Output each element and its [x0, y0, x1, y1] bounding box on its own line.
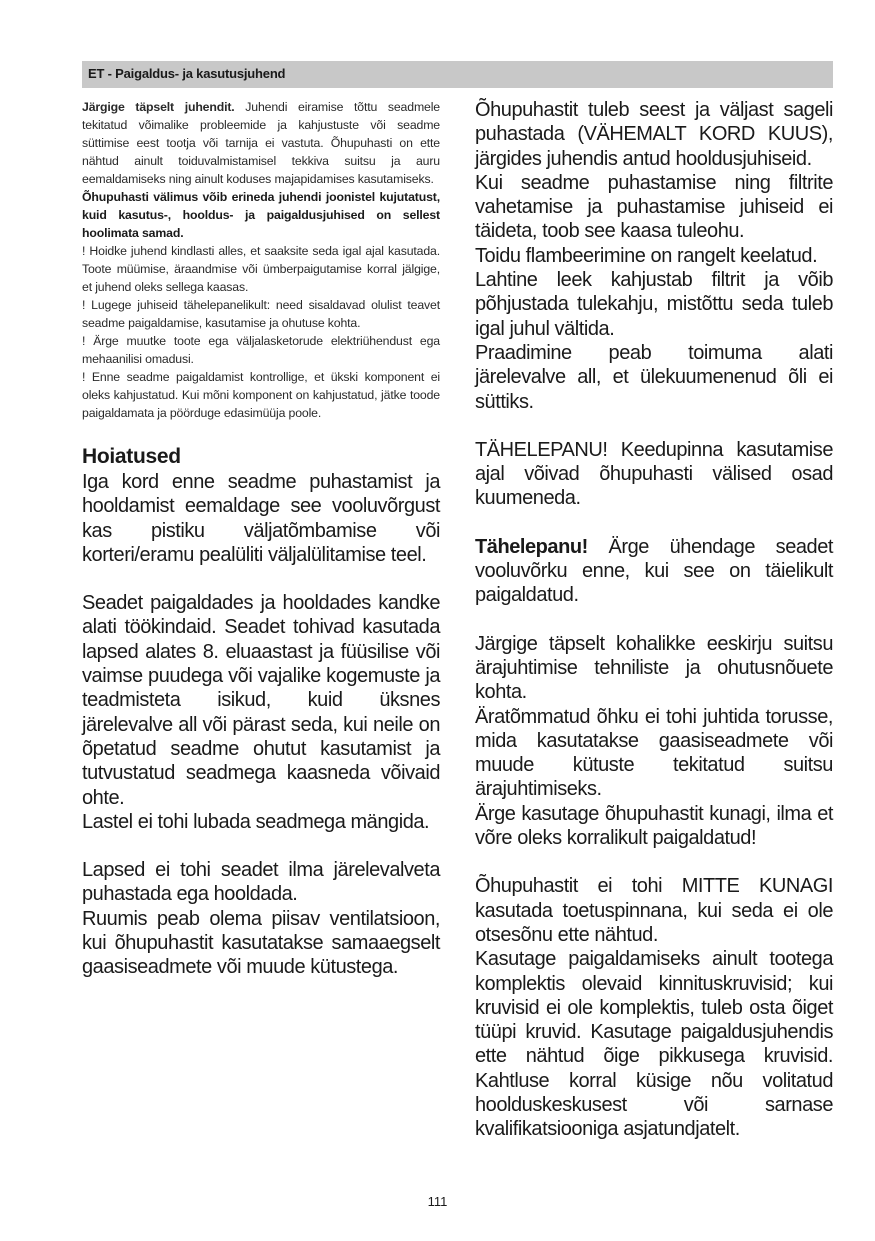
right-column — [475, 98, 833, 1142]
section-header — [82, 61, 833, 88]
right-paragraph-1: Õhupuhastit tuleb seest ja väljast sageli puhastada (VÄHEMALT KORD KUUS), järgides juhendis antud hooldusjuhiseid. — [475, 99, 833, 170]
warnings-heading: Hoiatused — [82, 445, 181, 468]
right-paragraph-3: Toidu flambeerimine on rangelt keelatud. — [475, 244, 818, 267]
intro-paragraph-1 — [82, 98, 440, 188]
right-paragraph-10: Ärge kasutage õhupuhastit kunagi, ilma et võre oleks korralikult paigaldatud! — [475, 802, 833, 850]
warning-paragraph-4: Lapsed ei tohi seadet ilma järelevalveta puhastada ega hooldada. — [82, 859, 440, 906]
intro-paragraph-2: Õhupuhasti välimus võib erineda juhendi joonistel kujutatust, kuid kasutus-, hooldus- ja paigaldusjuhised on sellest hoolimata samad. — [82, 190, 440, 240]
warning-paragraph-5: Ruumis peab olema piisav ventilatsioon, kui õhupuhastit kasutatakse samaaegselt gaasiseadmete või muude kütustega. — [82, 907, 440, 979]
right-paragraph-7 — [475, 535, 833, 608]
right-paragraph-12: Kasutage paigaldamiseks ainult tootega komplektis olevaid kinnituskruvisid; kui kruvisid ei ole komplektis, tuleb osta õiget tüüpi kruvid. Kasutage paigaldusjuhendis ette nähtud õige pikkusega kruvisid. Kahtluse korral küsige nõu volitatud hoolduskeskusest või sarnase kvalifikatsiooniga asjatundjatelt. — [475, 948, 833, 1141]
warnings-block — [82, 444, 440, 980]
intro-paragraph-3: ! Hoidke juhend kindlasti alles, et saaksite seda igal ajal kasutada. Toote müümise, äraandmise või ümberpaigutamise korral jälgige, et juhend oleks sellega kaasas. — [82, 244, 440, 294]
page-number: 111 — [427, 1194, 448, 1209]
right-paragraph-5: Praadimine peab toimuma alati järelevalve all, et ülekuumenenud õli ei süttiks. — [475, 341, 833, 413]
warning-paragraph-3: Lastel ei tohi lubada seadmega mängida. — [82, 810, 430, 833]
right-paragraph-2: Kui seadme puhastamise ning filtrite vahetamise ja puhastamise juhiseid ei täideta, toob see kaasa tuleohu. — [475, 171, 833, 243]
right-paragraph-8: Järgige täpselt kohalikke eeskirju suitsu ärajuhtimise tehniliste ja ohutusnõuete kohta. — [475, 632, 833, 704]
right-paragraph-4: Lahtine leek kahjustab filtrit ja võib põhjustada tulekahju, mistõttu seda tuleb igal juhul vältida. — [475, 269, 833, 340]
right-paragraph-6: TÄHELEPANU! Keedupinna kasutamise ajal võivad õhupuhasti välised osad kuumeneda. — [475, 438, 833, 510]
right-paragraph-7-text: Ärge ühendage seadet vooluvõrku enne, kui see on täielikult paigaldatud. — [475, 535, 833, 607]
right-paragraph-9: Äratõmmatud õhku ei tohi juhtida torusse, mida kasutatakse gaasiseadmete või muude kütuste tekitatud suitsu ärajuhtimiseks. — [475, 705, 833, 801]
right-paragraph-11: Õhupuhastit ei tohi MITTE KUNAGI kasutada toetuspinnana, kui seda ei ole otsesõnu ette nähtud. — [475, 875, 833, 946]
left-column — [82, 98, 440, 980]
intro-paragraph-4: ! Lugege juhiseid tähelepanelikult: need sisaldavad olulist teavet seadme paigaldamise, kasutamise ja ohutuse kohta. — [82, 298, 440, 330]
intro-paragraph-5: ! Ärge muutke toote ega väljalasketorude elektriühendust ega mehaanilisi omadusi. — [82, 334, 440, 366]
warning-paragraph-2: Seadet paigaldades ja hooldades kandke alati töökindaid. Seadet tohivad kasutada lapsed alates 8. eluaastast ja füüsilise või vaimse puudega või vajalike kogemuste ja teadmisteta isikud, kuid üksnes järelevalve all või pärast seda, kui neile on õpetatud seadme ohutut kasutamist ja tutvustatud seadmega kaasneda võivaid ohte. — [82, 592, 440, 809]
intro-paragraph-1-text: Juhendi eiramise tõttu seadmele tekitatud võimalike probleemide ja kahjustuste või seadme süttimise eest tootja või tarnija ei vastuta. Õhupuhasti on ette nähtud ainult toiduvalmistamisel tekkiva suitsu ja auru eemaldamiseks ning ainult koduses majapidamises kasutamiseks. — [82, 100, 440, 186]
intro-lead: Järgige täpselt juhendit. — [82, 100, 235, 114]
intro-paragraph-6: ! Enne seadme paigaldamist kontrollige, et ükski komponent ei oleks kahjustatud. Kui mõni komponent on kahjustatud, jätke toode paigaldamata ja pöörduge edasimüüja poole. — [82, 370, 440, 420]
attention-lead: Tähelepanu! — [475, 535, 588, 558]
section-header-title: ET - Paigaldus- ja kasutusjuhend — [88, 66, 286, 81]
warning-paragraph-1: Iga kord enne seadme puhastamist ja hooldamist eemaldage see vooluvõrgust kas pistiku väljatõmbamise või korteri/eramu pealüliti väljalülitamise teel. — [82, 471, 440, 566]
intro-block — [82, 98, 440, 422]
